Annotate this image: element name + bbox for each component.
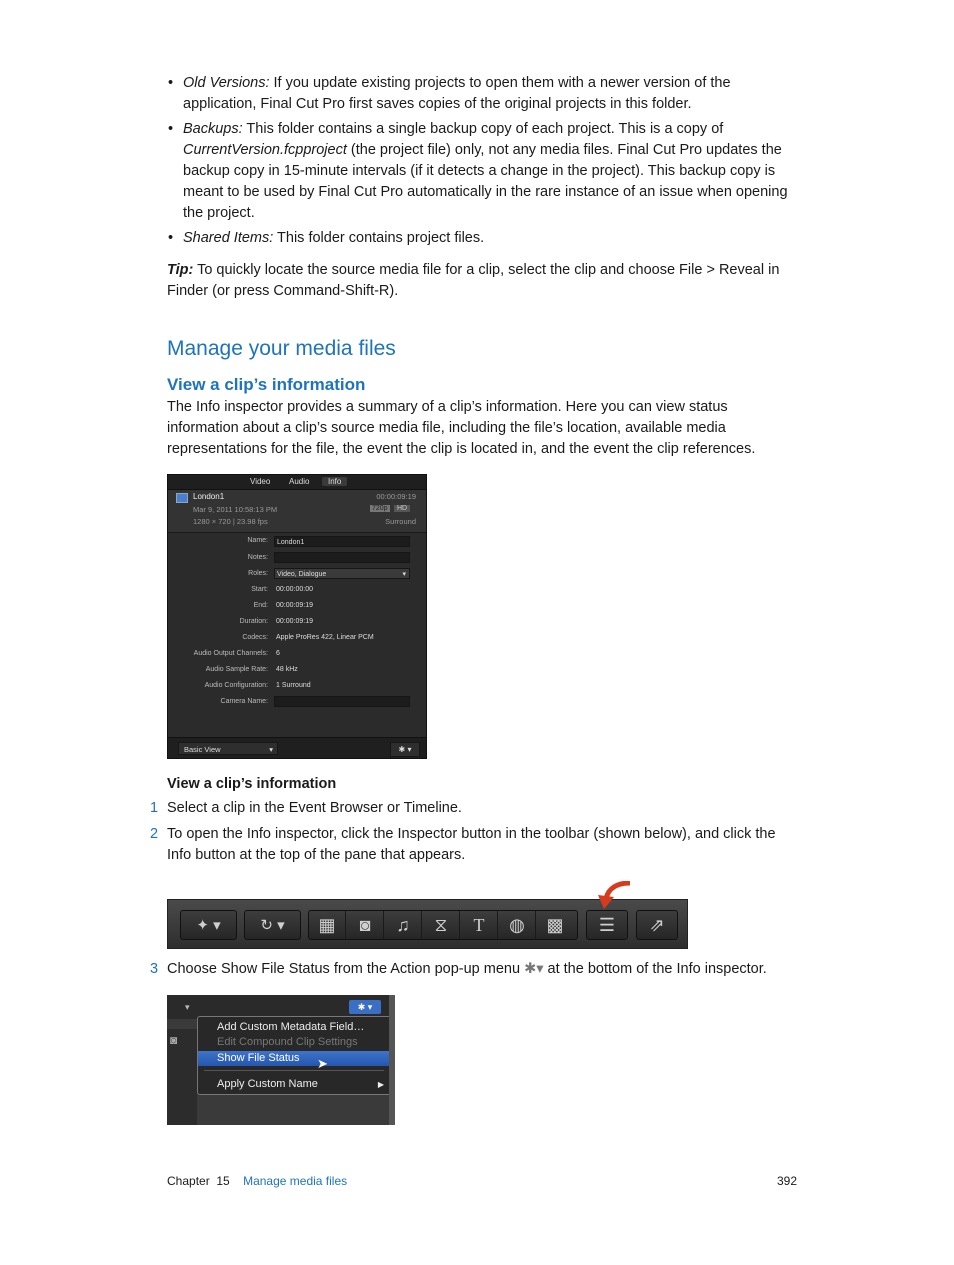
bullet-old-versions [168,73,798,115]
camera-name-field[interactable] [274,696,410,707]
menu-item-add-custom-metadata-field[interactable]: Add Custom Metadata Field… [217,1021,365,1033]
bullet-text: If you update existing projects to open them with a newer version of the application, Final Cut Pro first saves copies of the original projects in this folder. [183,75,731,112]
inspector-button[interactable] [586,910,628,940]
roles-label: Roles: [248,570,268,577]
footer-chapter [167,1174,347,1188]
badge-720p: 720p [372,505,388,512]
chapter-label: Chapter [167,1174,210,1188]
audio-output-channels-value: 6 [276,650,280,657]
music-icon[interactable]: ♫ [385,911,422,939]
clip-duration: 00:00:09:19 [376,492,416,501]
surround-label: Surround [385,517,416,526]
camera-name-label: Camera Name: [220,698,268,705]
menu-separator [204,1070,384,1071]
end-value: 00:00:09:19 [276,602,313,609]
tab-info[interactable]: Info [322,477,347,486]
magic-wand-icon: ✦ ▾ [196,917,221,934]
tip-label: Tip: [167,262,194,278]
gear-icon: ✱ [398,745,406,754]
menu-item-apply-custom-name[interactable] [198,1077,390,1092]
share-button[interactable] [636,910,678,940]
name-label: Name: [247,537,268,544]
action-menu-screenshot [167,995,395,1125]
start-label: Start: [251,586,268,593]
dropdown-arrow-icon: ▾ [269,745,273,754]
clip-name: London1 [193,492,225,501]
dropdown-arrow-icon: ▾ [407,745,412,754]
term-shared-items: Shared Items: [183,230,274,246]
subsection-title: View a clip’s information [167,375,366,394]
bullet-text: This folder contains a single backup copy of each project. This is a copy of [242,121,724,137]
red-arrow-icon [592,881,634,911]
bullet-text: (the project file) only, not any media files. Final Cut Pro updates the backup copy in 15-minute intervals (if it detects a change in the project). This backup copy is meant to be used by Final Cut Pro automatically in the rare instance of an issue when opening the project. [183,142,788,221]
step-3-number: 3 [150,961,159,977]
bullet-backups [168,119,798,224]
page-number: 392 [777,1174,798,1188]
step-1-text: Select a clip in the Event Browser or Timeline. [167,800,462,816]
camera-icon[interactable]: ◙ [347,911,384,939]
retiming-menu[interactable] [244,910,301,940]
transitions-icon[interactable]: ⧖ [423,911,460,939]
start-value: 00:00:00:00 [276,586,313,593]
step-2-number: 2 [150,826,159,842]
duration-value: 00:00:09:19 [276,618,313,625]
tab-audio[interactable]: Audio [289,477,310,486]
action-menu-button[interactable] [390,742,420,757]
view-menu[interactable] [178,742,278,755]
dropdown-arrow-icon: ▾ [185,1002,190,1012]
gear-icon: ✱▾ [524,961,544,977]
audio-sample-rate-label: Audio Sample Rate: [205,666,268,673]
roles-select[interactable] [274,568,410,579]
intro-paragraph: The Info inspector provides a summary of a clip’s information. Here you can view status information about a clip’s source media file, including the file’s location, available media representations for the file, the event the clip is located in, and the event the clip references. [167,399,756,457]
generators-icon[interactable]: ◍ [499,911,536,939]
share-icon: ⇗ [649,914,665,935]
bullet-dot: • [168,75,174,91]
bullet-dot: • [168,230,174,246]
scrollbar[interactable] [389,995,395,1125]
titles-icon[interactable]: T [461,911,498,939]
magic-wand-menu[interactable] [180,910,237,940]
step-3-text [167,959,797,980]
clip-header [168,490,426,533]
inspector-tab-bar [168,475,426,490]
notes-label: Notes: [247,554,268,561]
retime-icon: ↻ ▾ [260,917,285,934]
step-3-text-b: at the bottom of the Info inspector. [547,961,767,977]
tip-paragraph [167,260,797,302]
term-backups: Backups: [183,121,243,137]
tip-text: To quickly locate the source media file for a clip, select the clip and choose File > Reveal in Finder (or press Command-Shift-R). [167,262,780,299]
menu-item-show-file-status[interactable]: Show File Status [198,1051,390,1066]
chapter-number: 15 [216,1174,230,1188]
media-browser-icon[interactable]: ▦ [309,911,346,939]
section-title: Manage your media files [167,337,396,360]
step-1-number: 1 [150,800,159,816]
menu-item-edit-compound-clip-settings: Edit Compound Clip Settings [217,1036,358,1048]
inspector-sliders-icon: ☰ [598,914,616,935]
audio-configuration-value: 1 Surround [276,682,311,689]
duration-label: Duration: [239,618,268,625]
audio-output-channels-label: Audio Output Channels: [193,650,268,657]
term-current-version: CurrentVersion.fcpproject [183,142,347,158]
roles-value: Video, Dialogue [277,571,327,578]
inspector-footer [168,737,426,759]
codecs-value: Apple ProRes 422, Linear PCM [276,634,374,641]
step-3-text-a: Choose Show File Status from the Action pop-up menu [167,961,521,977]
dropdown-arrow-icon: ▾ [402,571,406,578]
mouse-cursor-icon: ➤ [317,1056,328,1071]
notes-field[interactable] [274,552,410,563]
audio-sample-rate-value: 48 kHz [276,666,298,673]
clip-format: 1280 × 720 | 23.98 fps [193,517,268,526]
tab-video[interactable]: Video [250,477,271,486]
action-popup-menu [197,1016,391,1095]
submenu-arrow-icon: ▶ [377,1080,384,1089]
audio-configuration-label: Audio Configuration: [204,682,268,689]
bullet-dot: • [168,121,174,137]
info-inspector-screenshot [167,474,427,759]
end-label: End: [253,602,268,609]
clip-date: Mar 9, 2011 10:58:13 PM [193,505,278,514]
action-gear-button[interactable] [349,1000,381,1014]
task-title: View a clip’s information [167,776,337,792]
name-field[interactable]: London1 [274,536,410,547]
step-2-text: To open the Info inspector, click the Inspector button in the toolbar (shown below), and click the Info button at the top of the pane that appears. [167,826,776,863]
view-menu-label: Basic View [184,745,221,754]
camera-icon: ◙ [170,1033,178,1047]
term-old-versions: Old Versions: [183,75,270,91]
badge-hd: HD [394,505,410,512]
browser-buttons-group [308,910,578,940]
clip-film-icon [176,493,188,503]
chapter-title-link[interactable]: Manage media files [243,1174,348,1188]
codecs-label: Codecs: [242,634,268,641]
themes-icon[interactable]: ▩ [546,914,564,935]
bullet-text: This folder contains project files. [273,230,485,246]
apply-custom-name-label: Apply Custom Name [217,1078,318,1090]
gear-icon: ✱ ▾ [357,1002,373,1012]
bullet-shared-items [168,228,798,249]
